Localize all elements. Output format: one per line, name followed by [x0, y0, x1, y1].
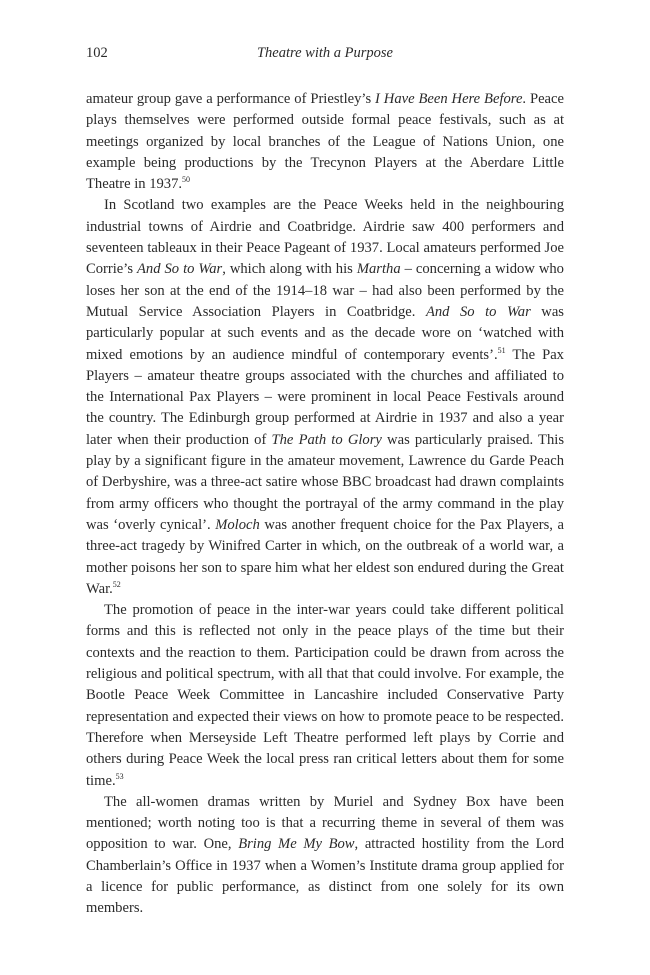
text-run: was particularly praised. This play by a significant figure in the amateur movement, Lawrence du Garde Peach of Derbyshire, was a three-act satire whose BBC broadcast had drawn complaints from army officers who thought the portrayal of the army command in the play was ‘overly cynical’.: [86, 431, 564, 533]
text-run: , which along with his: [222, 261, 357, 278]
italic-title: Moloch: [215, 516, 260, 533]
text-run: amateur group gave a performance of Priestley’s: [86, 91, 376, 107]
italic-title: The Path to Glory: [271, 431, 382, 448]
footnote-ref: 52: [112, 579, 121, 589]
italic-title: And So to War: [425, 303, 531, 320]
text-run: , attracted hostility from the Lord Chamberlain’s Office in 1937 when a Women’s Institute drama group applied for a licence for public performance, as distinct from one solely for its own members.: [86, 836, 564, 917]
body-text: [86, 89, 564, 920]
text-run: . Peace plays themselves were performed outside formal peace festivals, such as at meetings organized by local branches of the League of Nations Union, one example being productions by the Trecynon Players at the Aberdare Little Theatre in 1937.: [86, 91, 564, 193]
italic-title: Martha: [356, 261, 401, 278]
running-title: Theatre with a Purpose: [256, 45, 393, 61]
italic-title: I Have Been Here Before: [375, 91, 523, 107]
paragraph: [86, 792, 564, 920]
footnote-ref: 51: [497, 345, 506, 355]
text-run: In Scotland two examples are the Peace Weeks held in the neighbouring industrial towns of Airdrie and Coatbridge. Airdrie saw 400 performers and seventeen tableaux in their Peace Pageant of 1937. Local amateurs performed Joe Corrie’s: [86, 197, 564, 278]
paragraph: [86, 600, 564, 792]
footnote-ref: 53: [115, 771, 124, 781]
text-run: – concerning a widow who loses her son at the end of the 1914–18 war – had also been performed by the Mutual Service Association Players in Coatbridge.: [86, 261, 564, 320]
italic-title: Bring Me My Bow: [238, 836, 355, 853]
paragraph: [86, 89, 564, 195]
text-run: The promotion of peace in the inter-war years could take different political forms and this is reflected not only in the peace plays of the time but their contexts and the reaction to them. Participation could be drawn from across the religious and political spectrum, with all that that could involve. For example, the Bootle Peace Week Committee in Lancashire included Conservative Party representation and expected their views on how to promote peace to be respected. Therefore when Merseyside Left Theatre performed left plays by Corrie and others during Peace Week the local press ran critical letters about them for some time.: [86, 602, 564, 789]
paragraph: [86, 195, 564, 600]
page-number: 102: [86, 45, 108, 61]
footnote-ref: 50: [182, 175, 191, 185]
page-header: [86, 45, 564, 67]
text-run: The all-women dramas written by Muriel and Sydney Box have been mentioned; worth noting too is that a recurring theme in several of them was opposition to war. One,: [86, 793, 564, 853]
text-run: was particularly popular at such events and as the decade wore on ‘watched with mixed emotions by an audience mindful of contemporary events’.: [86, 303, 564, 363]
italic-title: And So to War: [137, 261, 223, 278]
text-run: The Pax Players – amateur theatre groups associated with the churches and affiliated to the International Pax Players – were prominent in local Peace Festivals around the country. The Edinburgh group performed at Airdrie in 1937 and also a year later when their production of: [86, 346, 564, 448]
text-run: was another frequent choice for the Pax Players, a three-act tragedy by Winifred Carter in which, on the outbreak of a world war, a mother poisons her son to spare him what her eldest son endured during the Great War.: [86, 516, 564, 597]
